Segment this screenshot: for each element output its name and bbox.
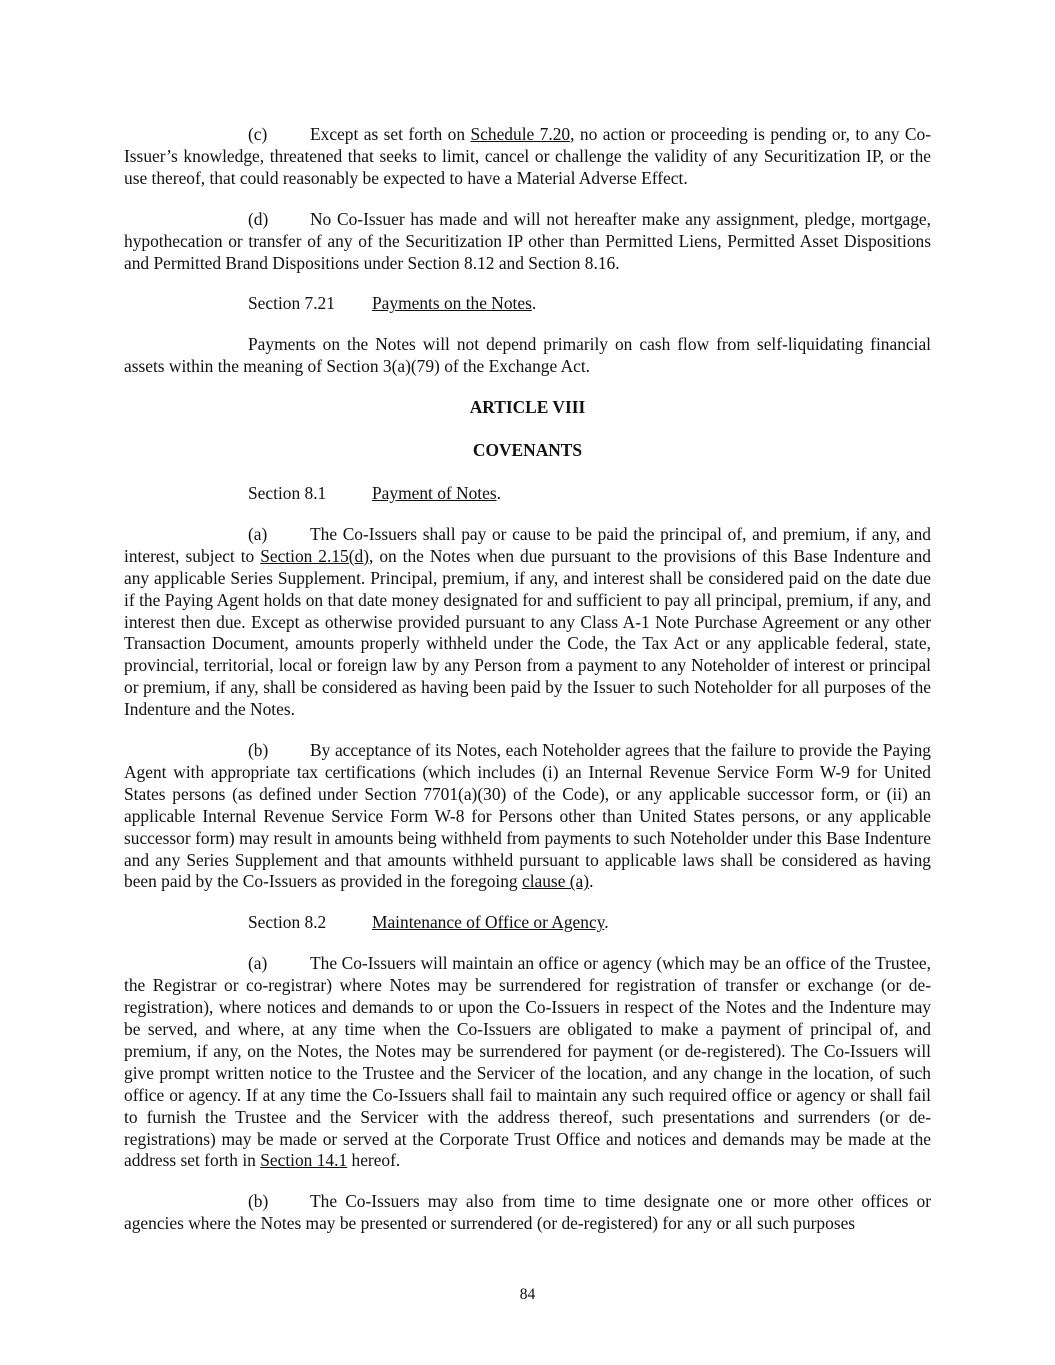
paragraph-text: No Co-Issuer has made and will not hereafter make any assignment, pledge, mortgage, hypothecation or transfer of any of the Securitization IP other than Permitted Liens, Permitted Asset Dispositions and Permitted Brand Dispositions under Section 8.12 and Section 8.16. (124, 208, 931, 273)
section-8-1-heading (248, 483, 931, 505)
document-page (124, 124, 931, 1254)
paragraph-7-20-d (124, 209, 931, 275)
paragraph-text: The Co-Issuers shall pay or cause to be paid the principal of, and premium, if any, and interest, subject to (124, 523, 931, 566)
section-number: Section 8.1 (248, 482, 327, 503)
section-2-15-d-reference: Section 2.15(d) (260, 545, 370, 566)
paragraph-8-2-b (124, 1191, 931, 1235)
section-title-period: . (496, 482, 501, 503)
paragraph-8-2-a (124, 953, 931, 1172)
page-number: 84 (519, 1286, 536, 1303)
section-14-1-reference: Section 14.1 (260, 1150, 348, 1171)
paragraph-8-1-b (124, 740, 931, 893)
paragraph-8-1-a (124, 524, 931, 721)
paragraph-text: . (589, 871, 594, 892)
section-title: Payments on the Notes (372, 293, 532, 314)
clause-label: (a) (248, 953, 268, 974)
section-number: Section 8.2 (248, 912, 327, 933)
clause-label: (a) (248, 523, 268, 544)
schedule-7-20-reference: Schedule 7.20 (470, 124, 571, 144)
paragraph-text: By acceptance of its Notes, each Noteholder agrees that the failure to provide the Paying Agent with appropriate tax certifications (which includes (i) an Internal Revenue Service Form W-9 for United States persons (as defined under Section 7701(a)(30) of the Code), or any applicable successor form, or (ii) an applicable Internal Revenue Service Form W-8 for Persons other than United States persons, or any applicable successor form) may result in amounts being withheld from payments to such Noteholder under this Base Indenture and any Series Supplement and that amounts withheld pursuant to applicable laws shall be considered as having been paid by the Co-Issuers as provided in the foregoing (124, 740, 931, 892)
section-title: Payment of Notes (372, 482, 497, 503)
clause-label: (d) (248, 208, 269, 229)
section-8-2-heading (248, 912, 931, 934)
section-title: Maintenance of Office or Agency (372, 912, 605, 933)
paragraph-text: The Co-Issuers may also from time to time designate one or more other offices or agencies where the Notes may be presented or surrendered (or de-registered) for any or all such purposes (124, 1191, 931, 1234)
clause-label: (b) (248, 740, 269, 761)
section-title-period: . (531, 293, 537, 314)
paragraph-text: , on the Notes when due pursuant to the provisions of this Base Indenture and any applicable Series Supplement. Principal, premium, if any, and interest shall be considered paid on the date due if the Paying Agent holds on that date money designated for and sufficient to pay all principal, premium, if any, and interest then due. Except as otherwise provided pursuant to any Class A-1 Note Purchase Agreement or any other Transaction Document, amounts properly withheld under the Code, the Tax Act or any applicable federal, state, provincial, territorial, local or foreign law by any Person from a payment to any Noteholder of interest or principal or premium, if any, shall be considered as having been paid by the Issuer to such Noteholder for all purposes of the Indenture and the Notes. (124, 545, 931, 720)
clause-a-reference: clause (a) (521, 871, 590, 892)
article-subheading: COVENANTS (472, 440, 583, 461)
paragraph-text: , no action or proceeding is pending or, to any Co-Issuer’s knowledge, threatened that seeks to limit, cancel or challenge the validity of any Securitization IP, or the use thereof, that could reasonably be expected to have a Material Adverse Effect. (124, 124, 931, 188)
clause-label: (c) (248, 124, 268, 144)
paragraph-text: hereof. (347, 1150, 401, 1171)
section-title-period: . (604, 912, 609, 933)
section-number: Section 7.21 (248, 293, 335, 314)
paragraph-7-20-c (124, 124, 931, 190)
paragraph-text: Except as set forth on (310, 124, 471, 144)
paragraph-7-21 (124, 334, 931, 378)
paragraph-text: The Co-Issuers will maintain an office or agency (which may be an office of the Trustee, the Registrar or co-registrar) where Notes may be surrendered for registration of transfer or exchange (or de-registration), where notices and demands to or upon the Co-Issuers in respect of the Notes and the Indenture may be served, and where, at any time when the Co-Issuers are obligated to make a payment of principal of, and premium, if any, on the Notes, the Notes may be surrendered for payment (or de-registered). The Co-Issuers will give prompt written notice to the Trustee and the Servicer of the location, and any change in the location, of such office or agency. If at any time the Co-Issuers shall fail to maintain any such required office or agency or shall fail to furnish the Trustee and the Servicer with the address thereof, such presentations and surrenders (or de-registrations) may be made or served at the Corporate Trust Office and notices and demands may be made at the address set forth in (124, 953, 931, 1171)
section-7-21-heading (248, 293, 931, 315)
clause-label: (b) (248, 1191, 269, 1212)
paragraph-text: Payments on the Notes will not depend primarily on cash flow from self-liquidating financial assets within the meaning of Section 3(a)(79) of the Exchange Act. (124, 334, 931, 377)
article-heading: ARTICLE VIII (469, 397, 586, 418)
